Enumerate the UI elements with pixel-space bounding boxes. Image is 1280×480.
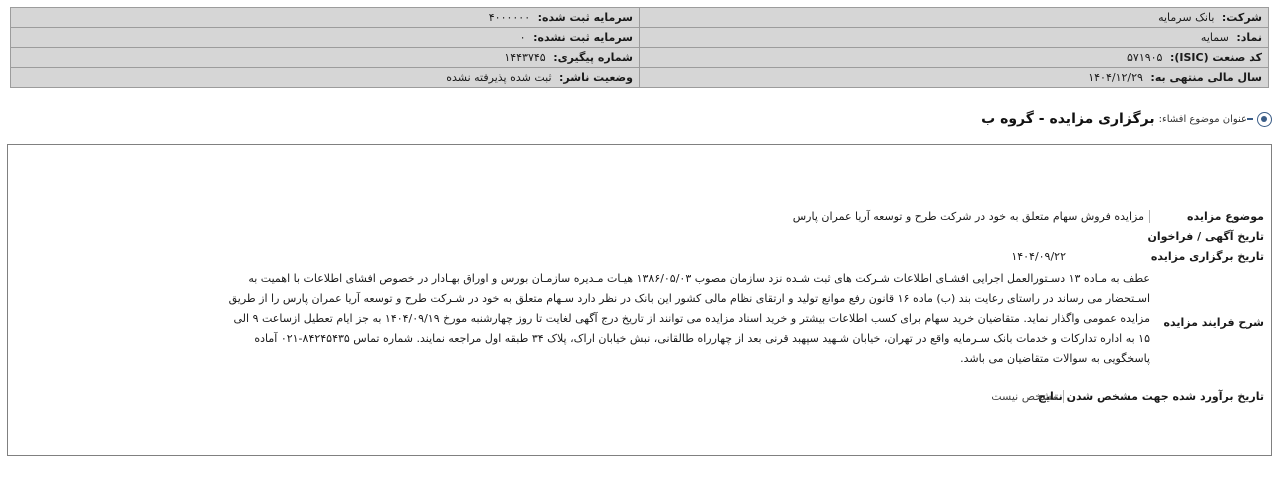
auction-process-text [22,269,1150,369]
symbol-label: نماد: [1236,31,1262,44]
process-line: ۱۵ به اداره تدارکات و خدمات بانک سـرمایه واقع در تهران، خیابان شـهید سپهبد قرنی بعد از چهارراه طالقانی، نبش خیابان اراک، پلاک ۳۴ طبقه اول مراجعه نمایند. شماره تماس ۸۴۲۴۵۴۳۵-۰۲۱ آماده [254,332,1150,345]
auction-date-value: ۱۴۰۴/۰۹/۲۲ [1011,250,1066,263]
company-cell [640,8,1269,28]
isic-cell [640,48,1269,68]
info-row-1 [11,8,1269,28]
registered-capital-label: سرمایه ثبت شده: [537,11,633,24]
auction-subject-value: مزایده فروش سهام متعلق به خود در شرکت طرح و توسعه آریا عمران پارس [793,210,1150,223]
auction-subject-label: موضوع مزایده [1187,210,1264,223]
company-info-table [10,7,1269,88]
company-label: شرکت: [1221,11,1262,24]
publisher-status-label: وضعیت ناشر: [559,71,633,84]
disclosure-title-bar [981,108,1272,130]
info-row-4 [11,68,1269,88]
symbol-value: سمایه [1200,31,1229,44]
tracking-number-label: شماره پیگیری: [553,51,633,64]
unregistered-capital-cell [11,28,640,48]
process-line: مزایده عمومی واگذار نماید. متقاضیان خرید سهام برای کسب اطلاعات بیشتر و خرید اسناد مزایده می توانند از تاریخ درج آگهی لغایت تا روز چهارشنبه مورخ ۱۴۰۴/۰۹/۱۹ به جز ایام تعطیل ازساعت ۹ الی [233,312,1150,325]
fiscal-year-cell [640,68,1269,88]
symbol-cell [640,28,1269,48]
process-line: اسـتحضار می رساند در راستای رعایت بند (ب) ماده ۱۶ قانون رفع موانع تولید و ارتقای نظام مالی کشور این بانک در نظر دارد سـهام متعلق به خود در شـرکت طرح و توسعه آریا عمران پارس را از طریق [228,292,1150,305]
isic-label: کد صنعت (ISIC): [1169,51,1262,64]
info-row-3 [11,48,1269,68]
auction-process-row [22,269,1264,379]
unregistered-capital-value: ۰ [519,31,526,44]
process-line: عطف به مـاده ۱۳ دسـتورالعمل اجرایی افشـای اطلاعات شـرکت های ثبت شـده نزد سازمان مصوب ۱۳۸۶/۰۵/۰۳ هیـات مـدیره سازمـان بورس و اوراق بهـادار در خصوص افشای اطلاعات با اهمیت به [248,272,1150,285]
registered-capital-cell [11,8,640,28]
results-date-value: مشخص نیست [991,390,1064,403]
auction-details-box [7,144,1272,456]
publisher-status-value: ثبت شده پذیرفته نشده [446,71,552,84]
disclosure-title: برگزاری مزایده - گروه ب [981,111,1155,127]
publisher-status-cell [11,68,640,88]
auction-date-label: تاریخ برگزاری مزایده [1150,250,1264,263]
announce-date-label: تاریخ آگهی / فراخوان [1147,230,1264,243]
isic-value: ۵۷۱۹۰۵ [1127,51,1163,64]
radio-bullet-icon [1257,112,1272,127]
fiscal-year-value: ۱۴۰۴/۱۲/۲۹ [1088,71,1143,84]
disclosure-title-label: عنوان موضوع افشاء: [1158,113,1247,125]
tracking-number-cell [11,48,640,68]
info-row-2 [11,28,1269,48]
company-value: بانک سرمایه [1158,11,1215,24]
unregistered-capital-label: سرمایه ثبت نشده: [533,31,633,44]
registered-capital-value: ۴۰۰۰۰۰۰ [488,11,531,24]
bullet-line-icon [1247,118,1253,120]
tracking-number-value: ۱۴۴۳۷۴۵ [504,51,546,64]
results-date-label: تاریخ برآورد شده جهت مشخص شدن نتایج [1038,390,1264,403]
process-line: پاسخگویی به سوالات متقاضیان می باشد. [960,352,1150,365]
auction-process-label: شرح فرایند مزایده [1163,316,1264,329]
fiscal-year-label: سال مالی منتهی به: [1150,71,1262,84]
